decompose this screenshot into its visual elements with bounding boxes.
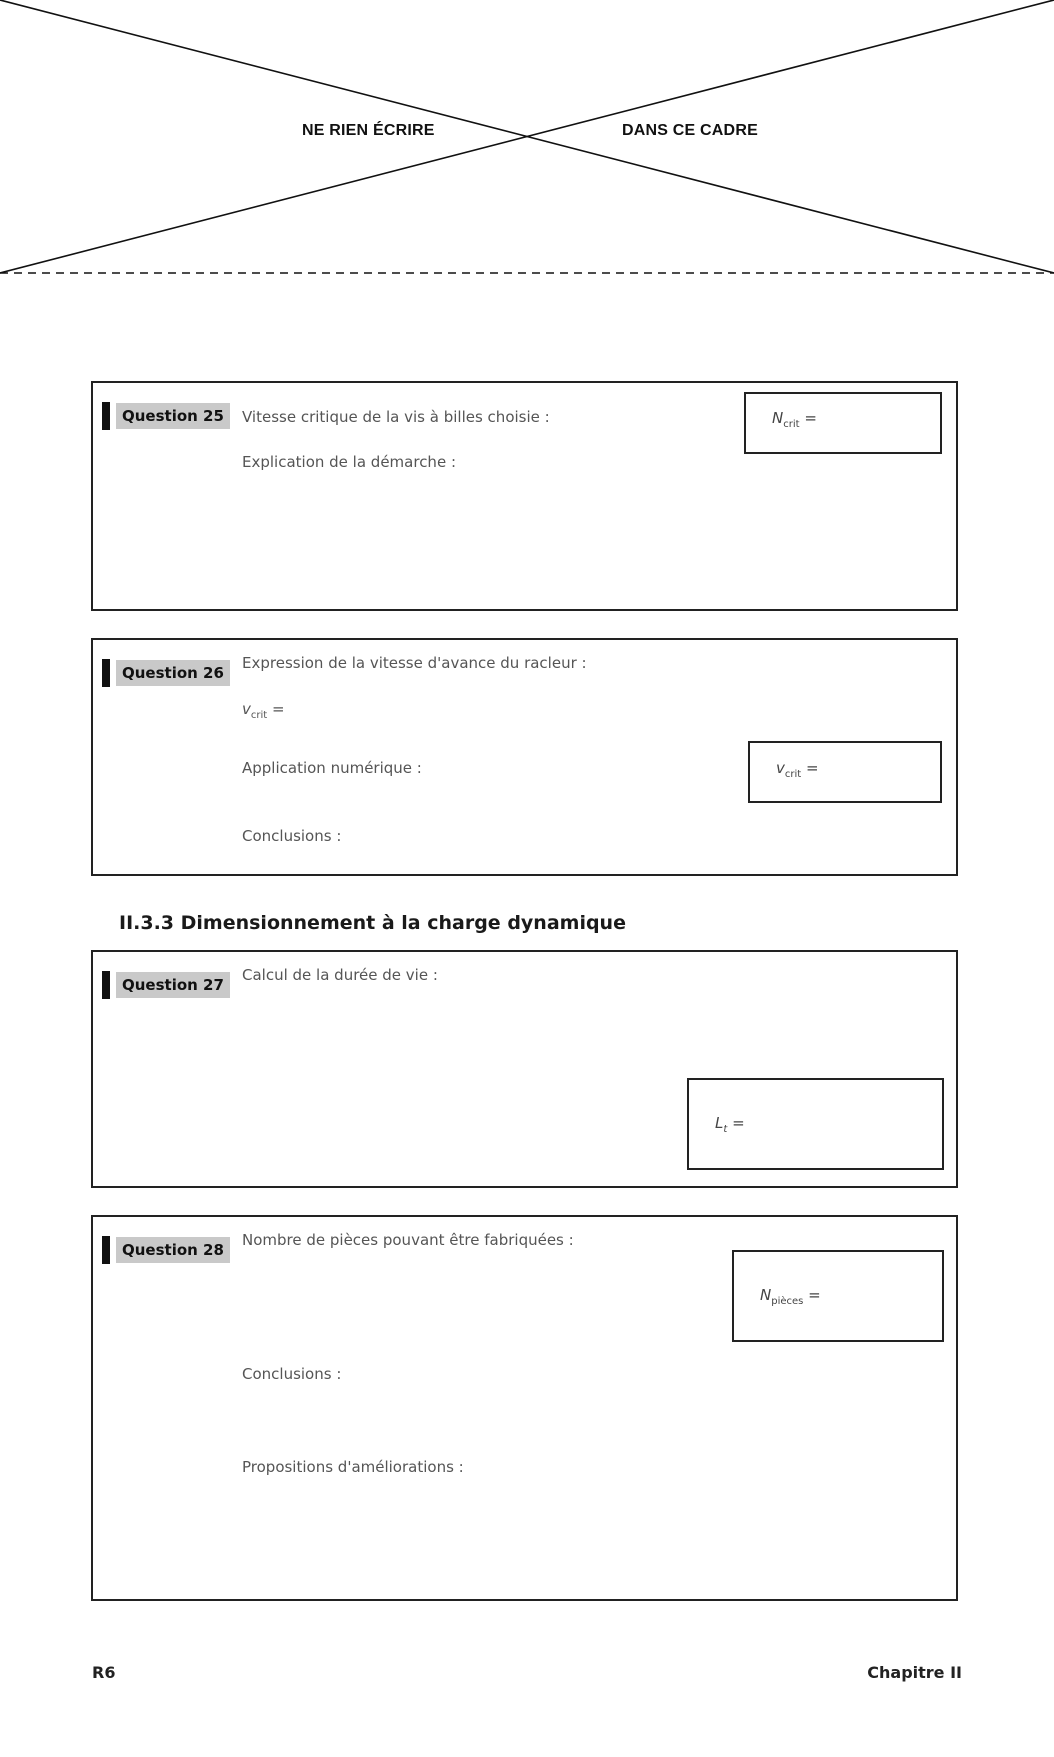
question-25-explanation-label: Explication de la démarche : <box>242 453 456 471</box>
section-heading: II.3.3 Dimensionnement à la charge dynamique <box>119 912 626 934</box>
no-write-right-label: DANS CE CADRE <box>622 122 758 139</box>
no-write-frame <box>0 0 1054 280</box>
question-26-prompt: Expression de la vitesse d'avance du racleur : <box>242 654 587 672</box>
tag-marker <box>102 971 110 999</box>
question-26-box <box>91 638 958 876</box>
question-25-prompt: Vitesse critique de la vis à billes choisie : <box>242 408 550 426</box>
question-27-tag <box>102 972 230 998</box>
question-28-improvements-label: Propositions d'améliorations : <box>242 1458 464 1476</box>
question-28-prompt: Nombre de pièces pouvant être fabriquées : <box>242 1231 574 1249</box>
question-27-prompt: Calcul de la durée de vie : <box>242 966 438 984</box>
question-26-answer-box[interactable] <box>748 741 942 803</box>
v-crit-variable: $v_{crit}$ = <box>776 759 819 780</box>
question-26-tag <box>102 660 230 686</box>
n-crit-variable: $N_{crit}$ = <box>772 409 817 430</box>
question-27-box <box>91 950 958 1188</box>
no-write-left-label: NE RIEN ÉCRIRE <box>302 122 435 139</box>
tag-marker <box>102 1236 110 1264</box>
question-25-box <box>91 381 958 611</box>
question-25-answer-box[interactable] <box>744 392 942 454</box>
question-26-conclusions-label: Conclusions : <box>242 827 342 845</box>
question-28-conclusions-label: Conclusions : <box>242 1365 342 1383</box>
question-25-label: Question 25 <box>116 403 230 429</box>
tag-marker <box>102 659 110 687</box>
question-28-label: Question 28 <box>116 1237 230 1263</box>
l-t-variable: $L_t$ = <box>715 1114 745 1135</box>
question-26-application-label: Application numérique : <box>242 759 422 777</box>
n-pieces-variable: $N_{pièces}$ = <box>760 1286 821 1307</box>
chapter-label: Chapitre II <box>867 1663 962 1682</box>
question-28-answer-box[interactable] <box>732 1250 944 1342</box>
question-28-box <box>91 1215 958 1601</box>
question-27-answer-box[interactable] <box>687 1078 944 1170</box>
v-crit-expression: $v_{crit}$ = <box>242 700 285 721</box>
page-number: R6 <box>92 1663 116 1682</box>
question-25-tag <box>102 403 230 429</box>
question-26-label: Question 26 <box>116 660 230 686</box>
question-27-label: Question 27 <box>116 972 230 998</box>
question-28-tag <box>102 1237 230 1263</box>
tag-marker <box>102 402 110 430</box>
